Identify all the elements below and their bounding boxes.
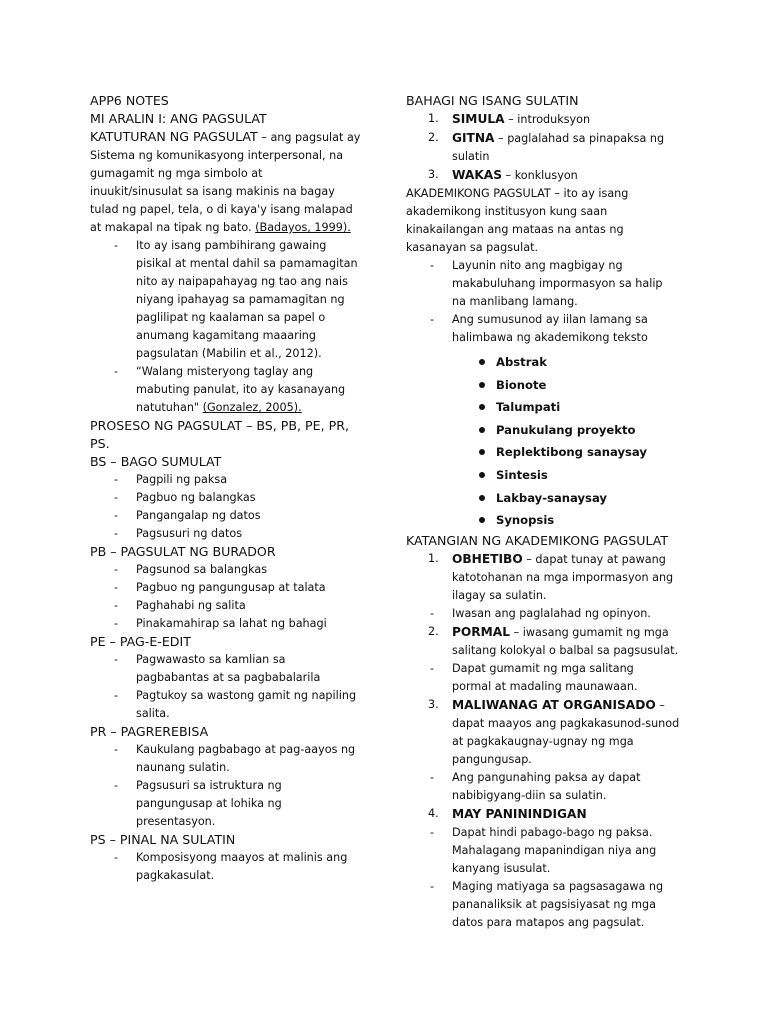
akademiko-line: kasanayan sa pagsulat. — [406, 241, 539, 254]
list-item — [90, 777, 380, 831]
list-line: paglilipat ng kaalaman sa papel o — [136, 311, 326, 324]
numbered-item — [406, 805, 686, 824]
item-text: – dapat tunay at pawang — [522, 552, 666, 566]
list-item — [90, 237, 380, 363]
item-text-cont: salitang kolokyal o balbal sa pagsusulat. — [452, 643, 679, 657]
lesson-title: MI ARALIN I: ANG PAGSULAT — [90, 111, 267, 126]
list-item: - Pagpili ng paksa — [90, 471, 380, 489]
list-item — [90, 363, 380, 417]
list-line: mabuting panulat, ito ay kasanayang — [136, 383, 346, 396]
numbered-item — [406, 623, 686, 660]
bullet-item: Abstrak — [406, 351, 686, 374]
list-line: - Ang pangunahing paksa ay dapat — [452, 770, 641, 784]
item-text: – — [655, 698, 665, 712]
list-item: - Pagbuo ng balangkas — [90, 489, 380, 507]
proseso-heading: PROSESO NG PAGSULAT – BS, PB, PE, PR, — [90, 418, 349, 433]
list-line: - Ang sumusunod ay iilan lamang sa — [452, 313, 648, 326]
list-item: - Iwasan ang paglalahad ng opinyon. — [406, 605, 686, 623]
item-text: – paglalahad sa pinapaksa ng — [494, 132, 665, 145]
ps-heading: PS – PINAL NA SULATIN — [90, 832, 236, 847]
item-term: PORMAL — [452, 624, 511, 639]
bullet-item: Lakbay-sanaysay — [406, 487, 686, 510]
list-item: - Pinakamahirap sa lahat ng bahagi — [90, 615, 380, 633]
list-line: pananaliksik at pagsisiyasat ng mga — [452, 897, 656, 911]
list-line: - Komposisyong maayos at malinis ang — [136, 851, 348, 864]
katuturan-line: tulad ng papel, tela, o di kaya'y isang malapad — [90, 203, 353, 216]
item-term: MAY PANININDIGAN — [452, 806, 587, 821]
citation-badayos: (Badayos, 1999). — [255, 221, 351, 234]
item-term: MALIWANAG AT ORGANISADO — [452, 697, 656, 712]
list-line: - Pagwawasto sa kamlian sa — [136, 653, 286, 666]
item-text: – konklusyon — [501, 169, 578, 182]
item-number: 1. — [428, 112, 439, 125]
akademiko-line: AKADEMIKONG PAGSULAT – ito ay isang — [406, 187, 629, 200]
right-column — [406, 92, 686, 932]
list-line: makabuluhang impormasyon sa halip — [452, 277, 663, 290]
list-line: - Dapat hindi pabago-bago ng paksa. — [452, 825, 653, 839]
list-line: datos para matapos ang pagsulat. — [452, 915, 645, 929]
proseso-heading-cont: PS. — [90, 436, 110, 451]
list-line: salita. — [136, 707, 170, 720]
item-text-cont: dapat maayos ang pagkakasunod-sunod — [452, 716, 680, 730]
list-line: - Maging matiyaga sa pagsasagawa ng — [452, 879, 664, 893]
bullet-item: Sintesis — [406, 464, 686, 487]
item-number: 1. — [428, 551, 439, 565]
katuturan-line: Sistema ng komunikasyong interpersonal, na — [90, 149, 344, 162]
list-item — [406, 257, 686, 311]
list-item: - Pagsunod sa balangkas — [90, 561, 380, 579]
list-item — [406, 824, 686, 878]
list-line: - “Walang misteryong taglay ang — [136, 365, 314, 378]
list-item — [406, 311, 686, 347]
list-line: - Dapat gumamit ng mga salitang — [452, 661, 634, 675]
katuturan-line: inuukit/sinusulat sa isang makinis na bagay — [90, 185, 335, 198]
katangian-heading: KATANGIAN NG AKADEMIKONG PAGSULAT — [406, 532, 669, 548]
item-text-cont: at pagkakaugnay-ugnay ng mga — [452, 734, 634, 748]
list-line: pangungusap at lohika ng — [136, 797, 282, 810]
list-item — [90, 741, 380, 777]
item-number: 2. — [428, 131, 439, 144]
list-line: nabibigyang-diin sa sulatin. — [452, 788, 607, 802]
pe-heading: PE – PAG-E-EDIT — [90, 634, 191, 649]
list-line — [136, 399, 380, 417]
list-item: - Pagsusuri ng datos — [90, 525, 380, 543]
numbered-item — [406, 166, 686, 185]
numbered-item — [406, 696, 686, 769]
bs-heading: BS – BAGO SUMULAT — [90, 454, 222, 469]
left-column — [90, 92, 380, 885]
item-term: OBHETIBO — [452, 551, 523, 566]
item-number: 3. — [428, 697, 439, 711]
list-line: pagbabantas at sa pagbabalarila — [136, 671, 321, 684]
bullet-item: Synopsis — [406, 509, 686, 532]
item-text-cont: ilagay sa sulatin. — [452, 588, 547, 602]
list-line: kanyang isusulat. — [452, 861, 551, 875]
list-line: niyang ipahayag sa pamamagitan ng — [136, 293, 345, 306]
list-item: - Pangangalap ng datos — [90, 507, 380, 525]
katuturan-text: at makapal na tipak ng bato. — [90, 221, 256, 234]
numbered-item — [406, 129, 686, 166]
item-text-cont: sulatin — [452, 150, 490, 163]
numbered-item — [406, 110, 686, 129]
akademiko-line: akademikong institusyon kung saan — [406, 205, 608, 218]
bullet-item: Replektibong sanaysay — [406, 441, 686, 464]
list-item: - Paghahabi ng salita — [90, 597, 380, 615]
list-line: - Ito ay isang pambihirang gawaing — [136, 239, 327, 252]
list-item — [406, 769, 686, 805]
item-text: – iwasang gumamit ng mga — [510, 625, 669, 639]
list-line: - Kaukulang pagbabago at pag-aayos ng — [136, 743, 356, 756]
katuturan-line: gumagamit ng mga simbolo at — [90, 167, 263, 180]
item-term: WAKAS — [452, 168, 502, 182]
list-line: pisikal at mental dahil sa pamamagitan — [136, 257, 358, 270]
list-line: pagkakasulat. — [136, 869, 215, 882]
list-item — [90, 687, 380, 723]
pb-heading: PB – PAGSULAT NG BURADOR — [90, 544, 276, 559]
item-text-cont: katotohanan na mga impormasyon ang — [452, 570, 674, 584]
list-text: natutuhan" — [136, 401, 203, 414]
item-text: – introduksyon — [504, 113, 591, 126]
pr-heading: PR – PAGREREBISA — [90, 724, 209, 739]
bullet-item: Bionote — [406, 374, 686, 397]
list-line: pormal at madaling maunawaan. — [452, 679, 638, 693]
bullet-item: Panukulang proyekto — [406, 419, 686, 442]
list-line: halimbawa ng akademikong teksto — [452, 331, 648, 344]
numbered-item — [406, 550, 686, 605]
list-line: - Layunin nito ang magbigay ng — [452, 259, 623, 272]
bahagi-heading: BAHAGI NG ISANG SULATIN — [406, 93, 579, 108]
katuturan-heading: KATUTURAN NG PAGSULAT — [90, 129, 258, 144]
akademiko-line: kinakailangan ang mataas na antas ng — [406, 223, 624, 236]
list-line: nito ay naipapahayag ng tao ang nais — [136, 275, 348, 288]
list-item — [406, 660, 686, 696]
list-line: pagsulatan (Mabilin et al., 2012). — [136, 347, 322, 360]
list-item — [90, 849, 380, 885]
notes-title: APP6 NOTES — [90, 93, 169, 108]
item-number: 2. — [428, 624, 439, 638]
citation-gonzalez: (Gonzalez, 2005). — [202, 401, 302, 414]
list-item: - Pagbuo ng pangungusap at talata — [90, 579, 380, 597]
katuturan-text: – ang pagsulat ay — [257, 131, 361, 144]
list-line: presentasyon. — [136, 815, 216, 828]
list-line: Mahalagang mapanindigan niya ang — [452, 843, 657, 857]
item-number: 3. — [428, 168, 439, 181]
item-number: 4. — [428, 806, 439, 820]
item-term: SIMULA — [452, 112, 505, 126]
list-item — [406, 878, 686, 932]
katuturan-paragraph — [90, 128, 380, 147]
item-text-cont: pangungusap. — [452, 752, 532, 766]
list-line: naunang sulatin. — [136, 761, 230, 774]
list-line: - Pagtukoy sa wastong gamit ng napiling — [136, 689, 357, 702]
item-term: GITNA — [452, 131, 495, 145]
list-line: - Pagsusuri sa istruktura ng — [136, 779, 282, 792]
bullet-item: Talumpati — [406, 396, 686, 419]
list-line: anumang kagamitang maaaring — [136, 329, 316, 342]
list-item — [90, 651, 380, 687]
list-line: na manlibang lamang. — [452, 295, 578, 308]
katuturan-line — [90, 219, 380, 237]
